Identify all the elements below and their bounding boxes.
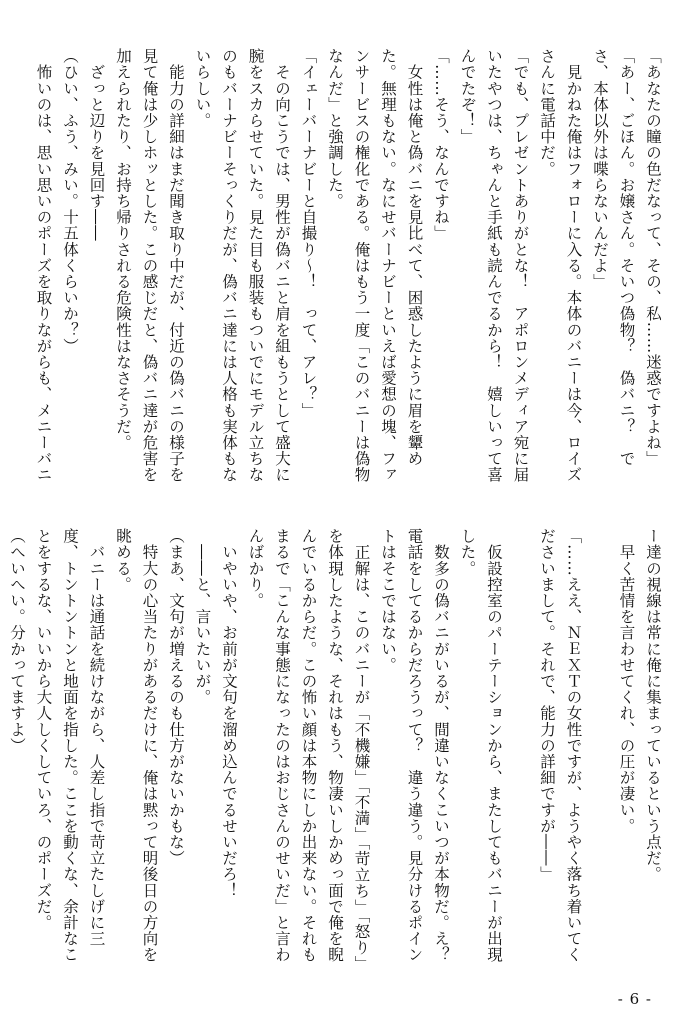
upper-text-block (34, 48, 666, 490)
paragraph: （ひい、ふう、みい。十五体くらいか？） (61, 48, 79, 354)
paragraph: ――と、言いたいが。 (193, 528, 212, 706)
paragraph: 数多の偽バニがいるが、間違いなくこいつが本物だ。え？ 電話をしてるからだろうって？ 違う違う。見分けるポイントはそこではない。 (379, 528, 450, 979)
paragraph (587, 528, 614, 970)
paragraph: 仮設控室のパーテーションから、またしてもバニーが出現した。 (458, 528, 503, 963)
paragraph: 「あなたの瞳の色だなって、その、私……迷惑ですよね」 (644, 48, 662, 467)
paragraph: 「イェーバーナビーと自撮り～！ って、アレ？」 (299, 48, 318, 419)
paragraph: 「でも、プレゼントありがとな！ アポロンメディア宛に届いたやつは、ちゃんと手紙も読んでるから！ 嬉しいって喜んでたぞ！」 (458, 48, 530, 483)
paragraph: 特大の心当たりがあるだけに、俺は黙って明後日の方向を眺める。 (114, 528, 159, 963)
paragraph: 女性は俺と偽バニを見比べて、困惑したように眉を顰めた。無理もない。なにせバーナビーといえば愛想の塊、ファンサービスの権化である。俺はもう一度「このバニーは偽物なんだ」と強調した。 (326, 48, 424, 483)
paragraph: ざっと辺りを見回す―― (87, 48, 106, 242)
paragraph: 「……ええ、ＮＥＸＴの女性ですが、ようやく落ち着いてくださいまして。それで、能力の詳細ですが――」 (538, 528, 583, 963)
paragraph: 早く苦情を言わせてくれ、の圧が凄い。 (617, 528, 636, 834)
paragraph: いやいや、お前が文句を溜め込んでるせいだろ！ (220, 528, 238, 899)
paragraph (507, 528, 534, 970)
page-number: - 6 - (617, 990, 652, 1008)
paragraph: 「あー、ごほん。お嬢さん。そいつ偽物？ 偽バニ？ でさ、本体以外は喋らないんだよ」 (591, 48, 636, 467)
paragraph: （まあ、文句が増えるのも仕方がないかもな） (167, 528, 185, 867)
paragraph: バニーは通話を続けながら、人差し指で苛立たしげに三度、トントントンと地面を指した。ここを動くな、余計なことをするな、いいから大人しくしていろ、のポーズだ。 (34, 528, 106, 963)
paragraph: （へいへい。分かってますよ） (8, 528, 26, 754)
paragraph: 見かねた俺はフォローに入る。本体のバニーは今、ロイズさんに電話中だ。 (538, 48, 583, 483)
lower-text-block (8, 528, 666, 979)
paragraph: 正解は、このバニーが「不機嫌」「不満」「苛立ち」「怒り」を体現したような、それはもう、物凄いしかめっ面で俺を睨んでいるからだ。この怖い顔は本物にしか出来ない。それもまるで「こんな事態になったのはおじさんのせいだ」と言わんばかり。 (246, 528, 371, 964)
paragraph: 「……そう、なんですね」 (432, 48, 450, 242)
paragraph: 怖いのは、思い思いのポーズを取りながらも、メニーバニ (34, 48, 53, 483)
paragraph: その向こうでは、男性が偽バニと肩を組もうとして盛大に腕をスカらせていた。見た目も服装もついでにモデル立ちなのもバーナビーそっくりだが、偽バニ達には人格も実体もないらしい。 (193, 48, 291, 483)
paragraph: ー達の視線は常に俺に集まっているという点だ。 (644, 528, 662, 883)
paragraph: 能力の詳細はまだ聞き取り中だが、付近の偽バニの様子を見て俺は少しホッとした。この感じだと、偽バニ達が危害を加えられたり、お持ち帰りされる危険性はなさそうだ。 (114, 48, 185, 483)
